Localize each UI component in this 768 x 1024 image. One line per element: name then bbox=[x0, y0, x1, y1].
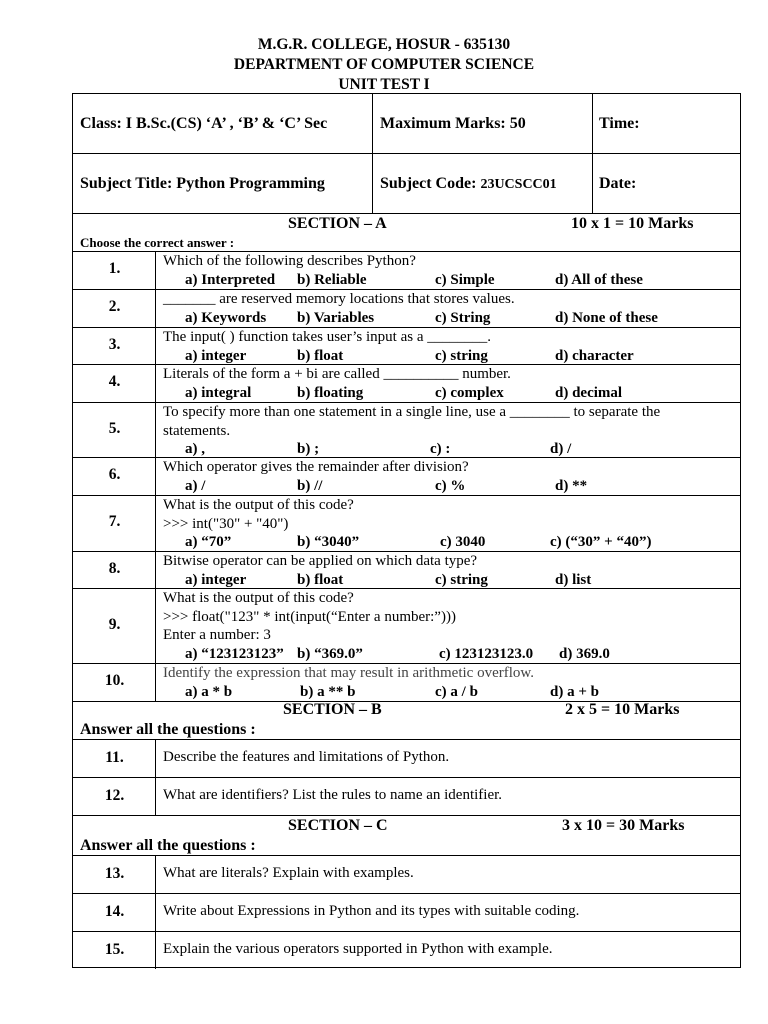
answer-option: c) a / b bbox=[435, 683, 478, 700]
answer-option: c) string bbox=[435, 571, 488, 588]
answer-option: a) integer bbox=[185, 571, 247, 588]
question-text: Enter a number: 3 bbox=[163, 627, 271, 643]
question-number: 15. bbox=[104, 941, 125, 958]
class-info: Class: I B.Sc.(CS) ‘A’ , ‘B’ & ‘C’ Sec bbox=[80, 115, 328, 132]
question-text: The input( ) function takes user’s input as a ________. bbox=[163, 329, 491, 345]
question-text: To specify more than one statement in a single line, use a ________ to separate the bbox=[163, 404, 661, 420]
date-label: Date: bbox=[599, 175, 637, 192]
subject-code-value: 23UCSCC01 bbox=[480, 177, 557, 192]
question-text: What is the output of this code? bbox=[163, 590, 354, 606]
answer-option: a) , bbox=[185, 441, 205, 457]
answer-option: b) float bbox=[297, 571, 344, 588]
subject-code bbox=[380, 175, 557, 194]
question-text: >>> float("123" * int(input(“Enter a number:”))) bbox=[163, 608, 456, 625]
question-number: 11. bbox=[105, 749, 124, 766]
divider bbox=[73, 855, 740, 856]
divider bbox=[372, 94, 373, 213]
question-number: 8. bbox=[108, 559, 121, 577]
answer-option: a) Interpreted bbox=[185, 271, 276, 288]
answer-option: b) floating bbox=[297, 384, 364, 401]
answer-option: c) 123123123.0 bbox=[439, 645, 534, 662]
section-b-title: SECTION – B bbox=[283, 701, 382, 718]
answer-option: d) ** bbox=[555, 477, 588, 494]
department-name: DEPARTMENT OF COMPUTER SCIENCE bbox=[233, 56, 535, 73]
question-text: Bitwise operator can be applied on which data type? bbox=[163, 553, 478, 569]
question-number: 7. bbox=[108, 513, 121, 530]
answer-option: c) String bbox=[435, 309, 491, 326]
time-label: Time: bbox=[599, 115, 640, 132]
question-text: _______ are reserved memory locations that stores values. bbox=[163, 291, 515, 307]
answer-option: a) “70” bbox=[185, 534, 232, 550]
answer-option: d) decimal bbox=[555, 384, 623, 401]
section-a-marks: 10 x 1 = 10 Marks bbox=[571, 215, 694, 232]
answer-option: c) 3040 bbox=[440, 534, 486, 550]
question-text: Literals of the form a + bi are called __________ number. bbox=[163, 366, 511, 382]
answer-option: b) a ** b bbox=[300, 683, 356, 700]
question-number: 2. bbox=[108, 298, 121, 315]
divider bbox=[73, 777, 740, 778]
answer-option: c) complex bbox=[435, 384, 504, 401]
test-title: UNIT TEST I bbox=[338, 76, 430, 93]
answer-option: c) string bbox=[435, 347, 488, 364]
question-number: 4. bbox=[108, 373, 121, 390]
divider bbox=[73, 153, 740, 154]
answer-option: d) character bbox=[555, 347, 634, 364]
answer-option: c) % bbox=[435, 477, 466, 494]
answer-option: b) “369.0” bbox=[297, 645, 363, 662]
answer-option: b) // bbox=[297, 477, 323, 494]
question-number: 5. bbox=[108, 419, 121, 437]
question-number: 6. bbox=[108, 466, 121, 483]
question-number: 3. bbox=[108, 335, 121, 353]
question-text: Which operator gives the remainder after division? bbox=[163, 459, 469, 475]
question-text: Identify the expression that may result in arithmetic overflow. bbox=[163, 665, 535, 681]
maximum-marks: Maximum Marks: 50 bbox=[380, 115, 526, 132]
divider bbox=[73, 893, 740, 894]
question-text: Describe the features and limitations of Python. bbox=[163, 749, 450, 765]
question-text: Write about Expressions in Python and its types with suitable coding. bbox=[163, 903, 580, 919]
answer-option: d) a + b bbox=[550, 683, 599, 700]
answer-option: d) 369.0 bbox=[559, 645, 610, 662]
answer-option: b) Reliable bbox=[297, 271, 367, 288]
question-number: 9. bbox=[108, 615, 121, 633]
answer-option: b) ; bbox=[297, 441, 320, 457]
answer-option: d) All of these bbox=[555, 271, 643, 288]
answer-option: d) / bbox=[550, 441, 572, 457]
question-text: Explain the various operators supported in Python with example. bbox=[163, 941, 553, 957]
answer-option: d) list bbox=[555, 571, 592, 588]
divider bbox=[592, 94, 593, 213]
question-paper-table bbox=[72, 93, 741, 968]
answer-option: c) : bbox=[430, 441, 451, 457]
question-text: What are identifiers? List the rules to name an identifier. bbox=[163, 787, 503, 803]
answer-option: a) integral bbox=[185, 384, 252, 401]
divider bbox=[73, 213, 740, 214]
subject-code-label: Subject Code: bbox=[380, 175, 481, 192]
answer-option: b) Variables bbox=[297, 309, 375, 326]
answer-option: a) / bbox=[185, 477, 206, 494]
section-b-instruction: Answer all the questions : bbox=[80, 721, 256, 738]
question-number: 14. bbox=[104, 903, 125, 920]
question-text: statements. bbox=[163, 422, 231, 439]
question-number: 12. bbox=[104, 787, 125, 804]
answer-option: a) a * b bbox=[185, 683, 233, 700]
section-c-instruction: Answer all the questions : bbox=[80, 837, 256, 854]
question-number: 1. bbox=[108, 260, 121, 277]
section-c-marks: 3 x 10 = 30 Marks bbox=[562, 817, 685, 834]
answer-option: b) float bbox=[297, 347, 344, 364]
question-number: 13. bbox=[104, 865, 125, 882]
section-a-title: SECTION – A bbox=[288, 215, 387, 232]
answer-option: d) None of these bbox=[555, 309, 658, 326]
answer-option: a) integer bbox=[185, 347, 247, 364]
question-text: >>> int("30" + "40") bbox=[163, 515, 289, 532]
answer-option: a) Keywords bbox=[185, 309, 267, 326]
section-a-instruction: Choose the correct answer : bbox=[80, 235, 235, 250]
question-text: Which of the following describes Python? bbox=[163, 253, 416, 269]
answer-option: c) (“30” + “40”) bbox=[550, 534, 652, 550]
section-c-title: SECTION – C bbox=[288, 817, 388, 834]
divider bbox=[73, 739, 740, 740]
answer-option: b) “3040” bbox=[297, 534, 360, 550]
question-number: 10. bbox=[104, 672, 125, 689]
question-text: What is the output of this code? bbox=[163, 497, 354, 513]
section-b-marks: 2 x 5 = 10 Marks bbox=[565, 701, 680, 718]
question-text: What are literals? Explain with examples. bbox=[163, 865, 414, 881]
divider bbox=[73, 815, 740, 816]
college-name: M.G.R. COLLEGE, HOSUR - 635130 bbox=[257, 36, 511, 53]
answer-option: a) “123123123” bbox=[185, 645, 284, 662]
answer-option: c) Simple bbox=[435, 271, 495, 288]
subject-title: Subject Title: Python Programming bbox=[80, 175, 325, 192]
divider bbox=[73, 931, 740, 932]
